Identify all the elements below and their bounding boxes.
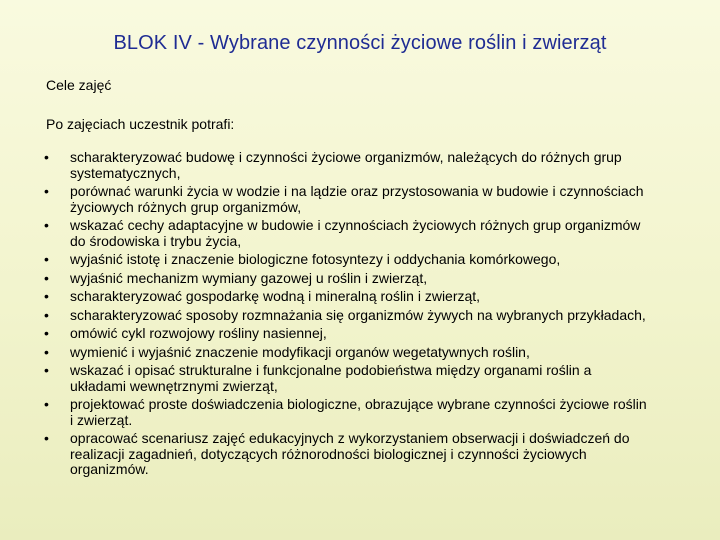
objective-item [0, 218, 650, 249]
objective-text: scharakteryzować gospodarkę wodną i mineralną roślin i zwierząt, [70, 288, 481, 304]
objective-text: wskazać cechy adaptacyjne w budowie i czynnościach życiowych różnych grup organizmów do środowiska i trybu życia, [70, 217, 641, 249]
objective-text: scharakteryzować budowę i czynności życiowe organizmów, należących do różnych grup systematycznych, [70, 149, 622, 181]
objective-text: wyjaśnić istotę i znaczenie biologiczne fotosyntezy i oddychania komórkowego, [70, 251, 561, 267]
intro-text: Po zajęciach uczestnik potrafi: [46, 116, 235, 132]
objective-text: wyjaśnić mechanizm wymiany gazowej u roślin i zwierząt, [70, 269, 428, 286]
bullet-icon: • [44, 343, 49, 360]
objective-item [0, 289, 650, 305]
section-subtitle: Cele zajęć [46, 77, 112, 93]
objective-text: projektować proste doświadczenia biologiczne, obrazujące wybrane czynności życiowe roślin i zwierząt. [70, 396, 647, 428]
bullet-icon: • [44, 306, 49, 323]
objective-text: wskazać i opisać strukturalne i funkcjonalne podobieństwa między organami roślin a układami wewnętrznymi zwierząt, [70, 362, 592, 394]
objective-item [0, 252, 650, 268]
objective-item [0, 271, 650, 287]
bullet-icon: • [44, 362, 49, 378]
bullet-icon: • [44, 149, 49, 165]
bullet-icon: • [44, 396, 49, 412]
bullet-icon: • [44, 325, 49, 341]
objective-item [0, 184, 650, 215]
objective-text: opracować scenariusz zajęć edukacyjnych z wykorzystaniem obserwacji i doświadczeń do realizacji zagadnień, dotyczących różnorodności biologicznej i czynności życiowych organizmów. [70, 430, 630, 477]
page-title: BLOK IV - Wybrane czynności życiowe roślin i zwierząt [113, 32, 607, 54]
bullet-icon: • [44, 288, 49, 304]
objective-item [0, 150, 650, 181]
objective-text: omówić cykl rozwojowy rośliny nasiennej, [70, 325, 327, 341]
bullet-icon: • [44, 183, 49, 199]
objective-text: scharakteryzować sposoby rozmnażania się organizmów żywych na wybranych przykładach, [70, 306, 646, 323]
objective-item [0, 363, 650, 394]
objectives-list [0, 150, 720, 481]
objective-item [0, 397, 650, 428]
bullet-icon: • [44, 269, 49, 286]
objective-item [0, 345, 650, 361]
objective-text: wymienić i wyjaśnić znaczenie modyfikacji organów wegetatywnych roślin, [70, 343, 530, 360]
bullet-icon: • [44, 430, 49, 446]
objective-item [0, 431, 650, 478]
objective-text: porównać warunki życia w wodzie i na lądzie oraz przystosowania w budowie i czynnościach życiowych różnych grup organizmów, [70, 183, 644, 215]
objective-item [0, 308, 650, 324]
objective-item [0, 326, 650, 342]
bullet-icon: • [44, 217, 49, 233]
bullet-icon: • [44, 251, 49, 267]
